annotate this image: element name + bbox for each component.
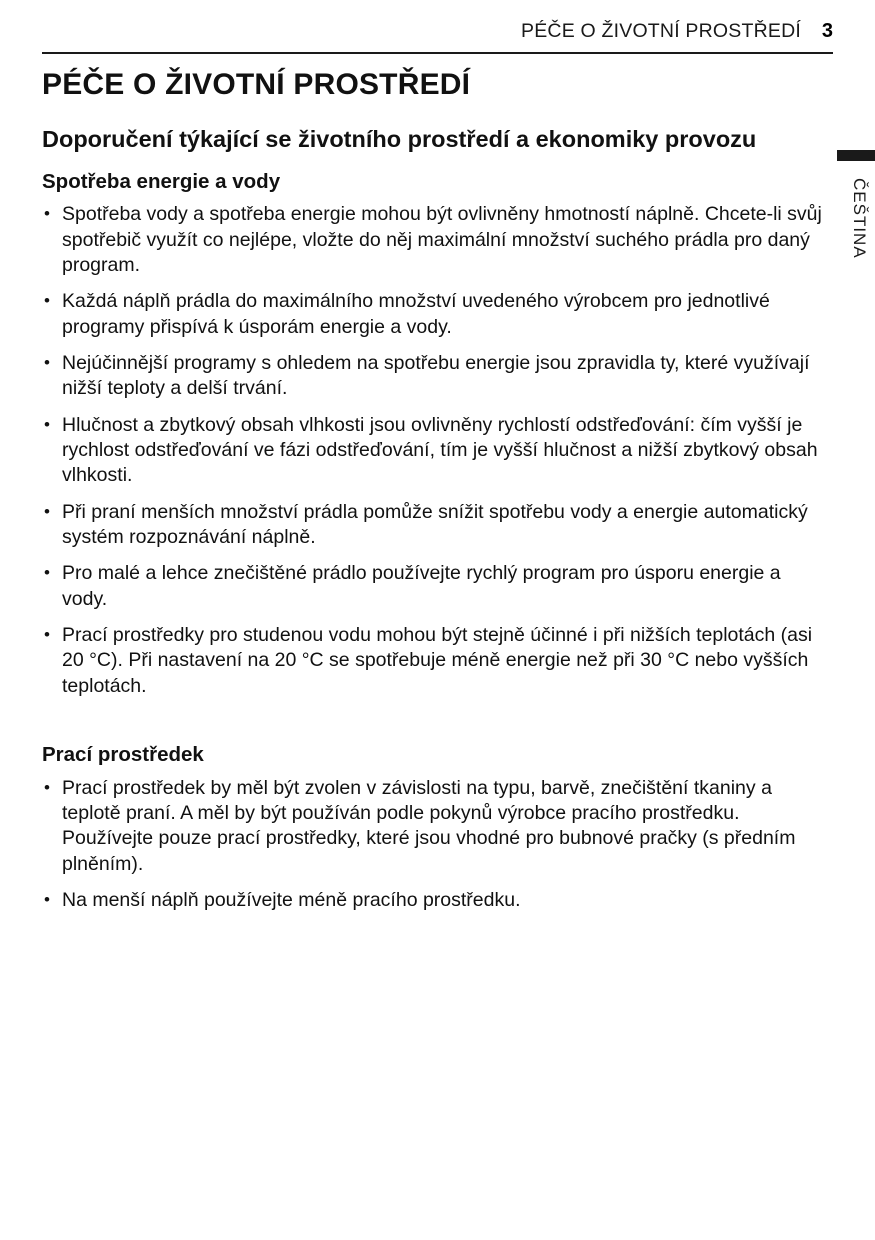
- list-item: • Pro malé a lehce znečištěné prádlo používejte rychlý program pro úsporu energie a vody.: [42, 561, 824, 612]
- side-tab-marker: [837, 150, 875, 161]
- side-language-tab: [833, 150, 875, 280]
- page-number: 3: [821, 20, 833, 42]
- header-divider: [42, 52, 833, 54]
- list-item: • Prací prostředky pro studenou vodu mohou být stejně účinné i při nižších teplotách (asi 20 °C). Při nastavení na 20 °C se spotřebuje méně energie než při 30 °C nebo vyšších teplotách.: [42, 623, 824, 699]
- list-item: • Prací prostředek by měl být zvolen v závislosti na typu, barvě, znečištění tkaniny a teplotě praní. A měl by být používán podle pokynů výrobce pracího prostředku. Používejte pouze prací prostředky, které jsou vhodné pro bubnové pračky (s předním plněním).: [42, 776, 824, 877]
- list-item: • Hlučnost a zbytkový obsah vlhkosti jsou ovlivněny rychlostí odstřeďování: čím vyšší je rychlost odstřeďování ve fázi odstřeďování, tím je vyšší hlučnost a nižší zbytkový obsah vlhkosti.: [42, 413, 824, 489]
- page-title: PÉČE O ŽIVOTNÍ PROSTŘEDÍ: [42, 68, 471, 101]
- page-content: [42, 68, 824, 924]
- running-header: [42, 20, 833, 43]
- running-header-title: PÉČE O ŽIVOTNÍ PROSTŘEDÍ: [521, 20, 801, 42]
- list-item: • Nejúčinnější programy s ohledem na spotřebu energie jsou zpravidla ty, které využívají nižší teploty a delší trvání.: [42, 351, 824, 402]
- side-tab-label: ČEŠTINA: [850, 178, 869, 259]
- section-title: Doporučení týkající se životního prostředí a ekonomiky provozu: [42, 125, 757, 152]
- list-item: • Při praní menších množství prádla pomůže snížit spotřebu vody a energie automatický systém rozpoznávání náplně.: [42, 500, 824, 551]
- subsection-title-detergent: Prací prostředek: [42, 743, 204, 767]
- list-item: • Spotřeba vody a spotřeba energie mohou být ovlivněny hmotností náplně. Chcete-li svůj spotřebič využít co nejlépe, vložte do něj maximální množství suchého prádla pro daný program.: [42, 202, 824, 278]
- bullet-list-detergent: [42, 776, 824, 914]
- list-item: • Na menší náplň používejte méně pracího prostředku.: [42, 888, 824, 913]
- list-item: • Každá náplň prádla do maximálního množství uvedeného výrobcem pro jednotlivé programy přispívá k úsporám energie a vody.: [42, 289, 824, 340]
- subsection-title-energy: Spotřeba energie a vody: [42, 169, 281, 193]
- bullet-list-energy: [42, 202, 824, 699]
